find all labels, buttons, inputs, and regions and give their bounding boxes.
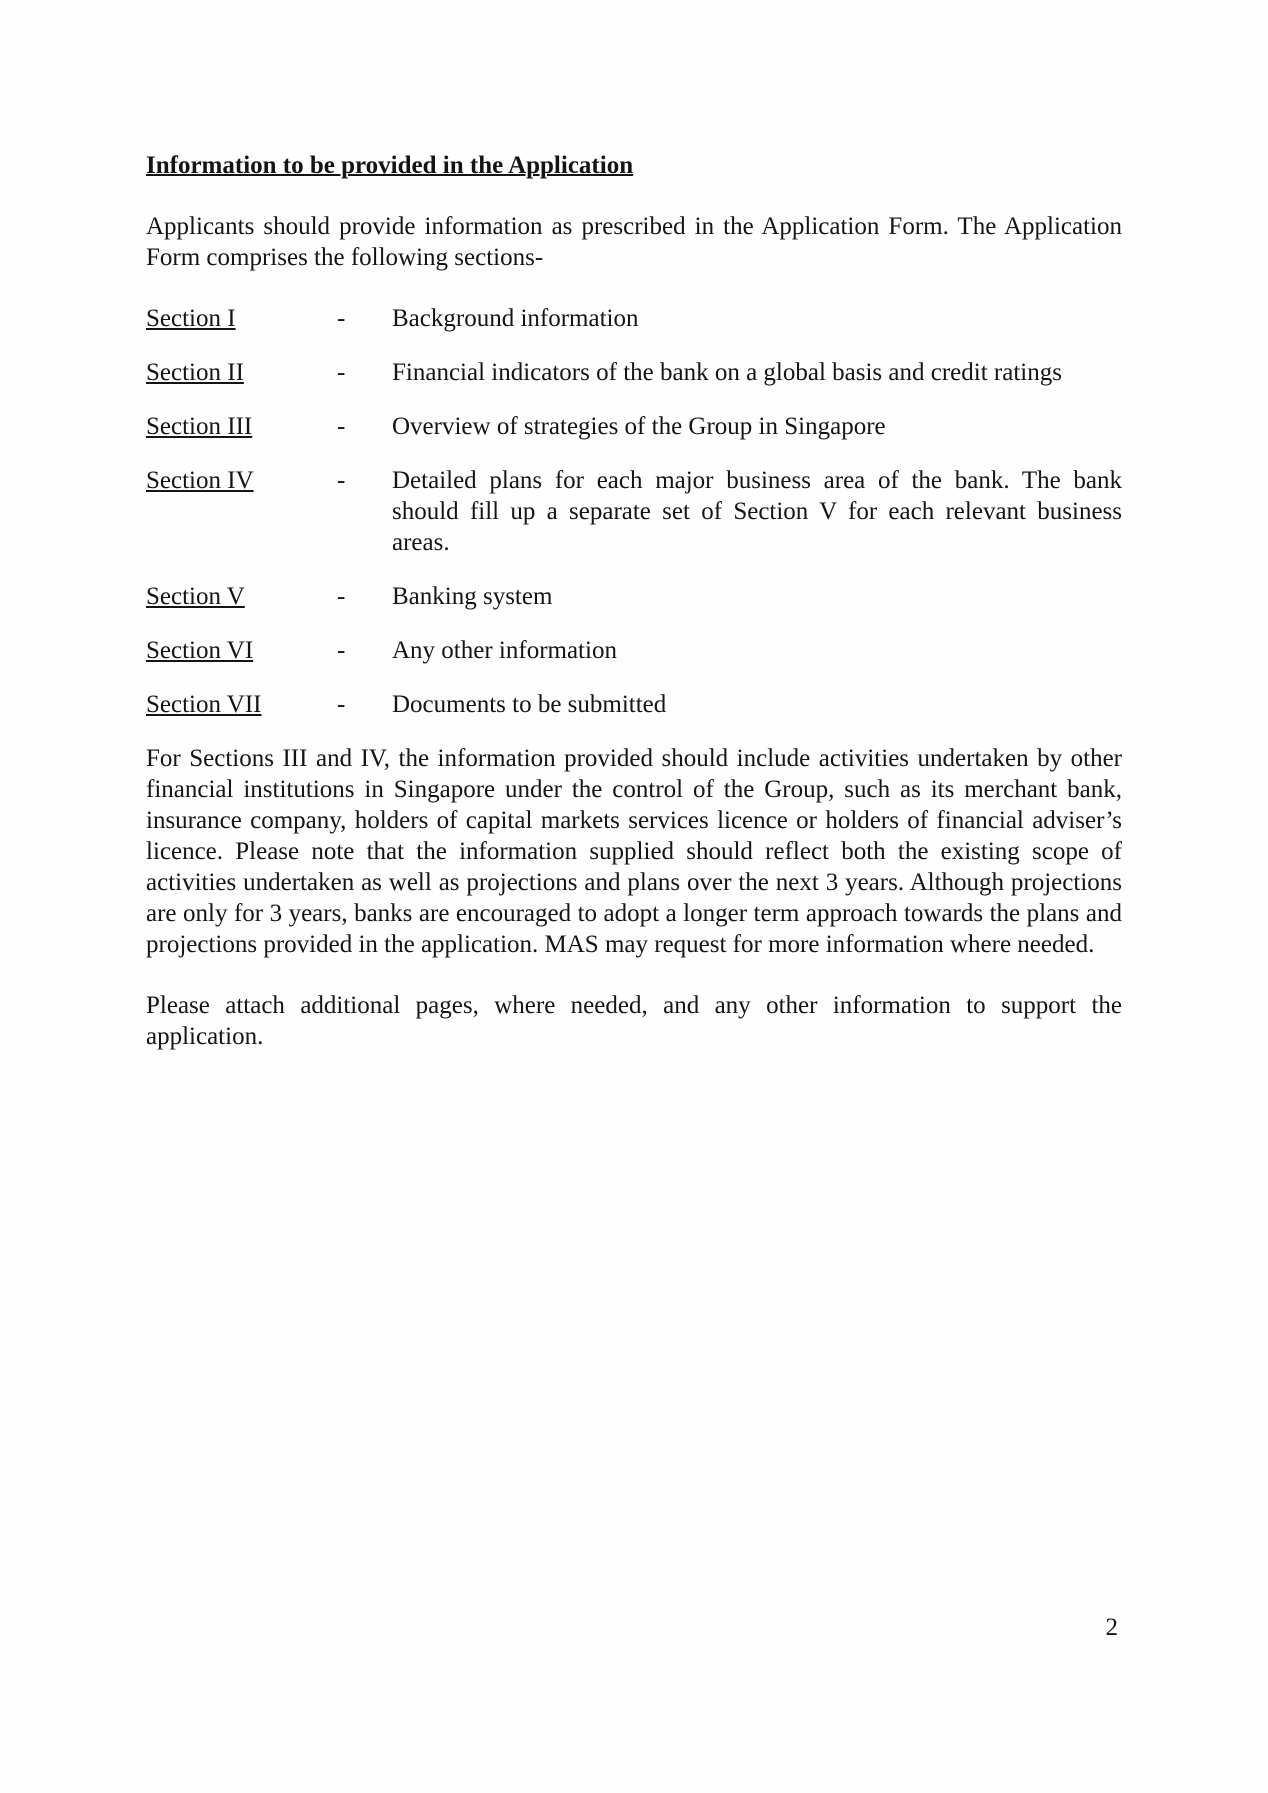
section-separator: - bbox=[337, 583, 346, 610]
section-separator: - bbox=[337, 467, 346, 494]
page-number: 2 bbox=[1105, 1614, 1118, 1641]
section-label: Section V bbox=[146, 583, 245, 610]
section-row bbox=[146, 635, 1122, 666]
section-separator: - bbox=[337, 637, 346, 664]
section-description: Banking system bbox=[392, 583, 553, 610]
body-paragraph: For Sections III and IV, the information provided should include activities undertaken by other financial institutions in Singapore under the control of the Group, such as its merchant bank, insurance company, holders of capital markets services licence or holders of financial adviser’s licence. Please note that the information supplied should reflect both the existing scope of activities undertaken as well as projections and plans over the next 3 years. Although projections are only for 3 years, banks are encouraged to adopt a longer term approach towards the plans and projections provided in the application. MAS may request for more information where needed. bbox=[146, 745, 1122, 958]
page-content bbox=[146, 150, 1122, 1082]
section-label: Section III bbox=[146, 413, 253, 440]
section-label: Section VII bbox=[146, 691, 262, 718]
section-separator: - bbox=[337, 359, 346, 386]
section-description: Overview of strategies of the Group in Singapore bbox=[392, 413, 886, 440]
body-paragraph: Please attach additional pages, where needed, and any other information to support the application. bbox=[146, 992, 1122, 1050]
section-description: Background information bbox=[392, 305, 639, 332]
section-description: Any other information bbox=[392, 637, 617, 664]
section-row bbox=[146, 689, 1122, 720]
section-label: Section VI bbox=[146, 637, 254, 664]
section-separator: - bbox=[337, 413, 346, 440]
section-row bbox=[146, 581, 1122, 612]
section-row bbox=[146, 465, 1122, 558]
section-row bbox=[146, 411, 1122, 442]
section-description: Detailed plans for each major business area of the bank. The bank should fill up a separate set of Section V for each relevant business areas. bbox=[392, 467, 1122, 556]
page-title: Information to be provided in the Application bbox=[146, 152, 634, 179]
section-label: Section I bbox=[146, 305, 236, 332]
section-label: Section IV bbox=[146, 467, 254, 494]
section-row bbox=[146, 303, 1122, 334]
section-row bbox=[146, 357, 1122, 388]
section-label: Section II bbox=[146, 359, 244, 386]
section-description: Financial indicators of the bank on a global basis and credit ratings bbox=[392, 359, 1062, 386]
section-separator: - bbox=[337, 305, 346, 332]
section-list bbox=[146, 303, 1122, 720]
intro-paragraph: Applicants should provide information as prescribed in the Application Form. The Application Form comprises the following sections- bbox=[146, 213, 1122, 271]
section-description: Documents to be submitted bbox=[392, 691, 667, 718]
section-separator: - bbox=[337, 691, 346, 718]
